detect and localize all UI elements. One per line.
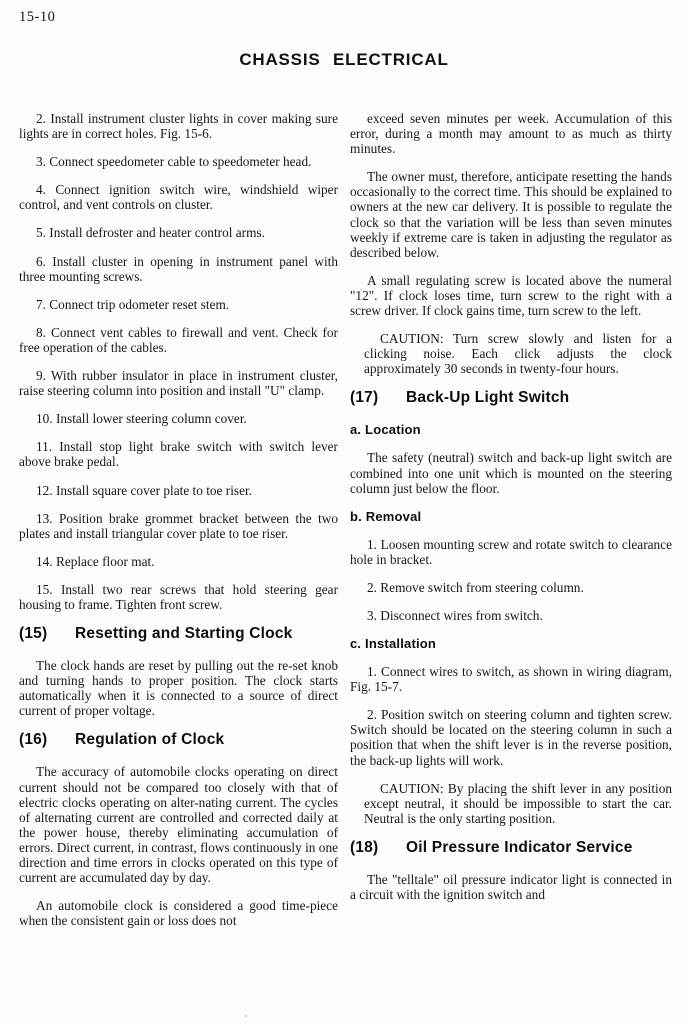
body-paragraph: The accuracy of automobile clocks operating on direct current should not be compared too closely with that of electric clocks operating on alter-nating current. The cycles of alternating current are controlled and corrected daily at the power house, thereby eliminating accumulation of errors. Direct current, in contrast, flows continuously in one direction and time errors in clocks operated on this type of current are accumulated day by day. [19,764,338,886]
caution-note: CAUTION: Turn screw slowly and listen for a clicking noise. Each click adjusts the clock approximately 30 seconds in twenty-four hours. [364,331,672,377]
procedure-step: 2. Install instrument cluster lights in cover making sure lights are in correct holes. Fig. 15-6. [19,111,338,142]
section-heading-15 [19,625,338,643]
page-number: 15-10 [19,9,56,25]
procedure-step: 3. Disconnect wires from switch. [367,607,543,623]
left-column [19,111,338,941]
section-number: (17) [350,389,379,407]
section-title: Oil Pressure Indicator Service [406,838,633,856]
right-column [350,111,672,915]
procedure-step: 9. With rubber insulator in place in instrument cluster, raise steering column into position and install "U" clamp. [19,368,338,399]
section-heading-16 [19,731,338,749]
procedure-step: 8. Connect vent cables to firewall and vent. Check for free operation of the cables. [19,324,338,355]
subsection-b-removal: b. Removal [350,508,422,524]
procedure-step: 3. Connect speedometer cable to speedometer head. [36,154,312,170]
section-title: Resetting and Starting Clock [75,625,293,643]
procedure-step: 4. Connect ignition switch wire, windshield wiper control, and vent controls on cluster. [19,182,338,213]
body-paragraph: exceed seven minutes per week. Accumulation of this error, during a month may amount to as much as thirty minutes. [350,111,672,157]
procedure-step: 13. Position brake grommet bracket between the two plates and install triangular cover plate to toe riser. [19,510,338,541]
section-number: (15) [19,625,48,643]
subsection-a-location: a. Location [350,422,421,438]
procedure-step: 2. Position switch on steering column and tighten screw. Switch should be located on the steering column in such a position that when the shift lever is in the reverse position, the back-up lights will work. [350,707,672,768]
section-title: Regulation of Clock [75,731,225,749]
page-title: CHASSIS ELECTRICAL [239,50,449,69]
body-paragraph: The owner must, therefore, anticipate resetting the hands occasionally to the correct time. This should be explained to owners at the new car delivery. It is possible to regulate the clock so that the variation will be less than seven minutes weekly if extreme care is taken in adjusting the regulator as described below. [350,169,672,260]
body-paragraph: The clock hands are reset by pulling out the re-set knob and turning hands to proper position. The clock starts automatically when it is connected to a source of direct current of proper voltage. [19,658,338,719]
subsection-c-installation: c. Installation [350,636,437,652]
procedure-step: 7. Connect trip odometer reset stem. [36,296,230,312]
section-title: Back-Up Light Switch [406,389,570,407]
section-number: (16) [19,731,48,749]
procedure-step: 15. Install two rear screws that hold steering gear housing to frame. Tighten front screw. [19,581,338,612]
section-number: (18) [350,838,379,856]
section-heading-18 [350,839,672,857]
body-paragraph: An automobile clock is considered a good time-piece when the consistent gain or loss does not [19,898,338,929]
body-paragraph: The safety (neutral) switch and back-up light switch are combined into one unit which is mounted on the steering column just below the floor. [350,450,672,496]
scan-artifact-dot [245,1015,247,1017]
body-paragraph: The "telltale" oil pressure indicator light is connected in a circuit with the ignition switch and [350,871,672,902]
procedure-step: 2. Remove switch from steering column. [367,579,584,595]
section-heading-17 [350,389,672,407]
procedure-step: 5. Install defroster and heater control arms. [36,225,265,241]
procedure-step: 11. Install stop light brake switch with switch lever above brake pedal. [19,439,338,470]
procedure-step: 1. Loosen mounting screw and rotate switch to clearance hole in bracket. [350,536,672,567]
procedure-step: 12. Install square cover plate to toe riser. [36,482,253,498]
procedure-step: 6. Install cluster in opening in instrument panel with three mounting screws. [19,253,338,284]
procedure-step: 14. Replace floor mat. [36,553,155,569]
body-paragraph: A small regulating screw is located above the numeral "12". If clock loses time, turn screw to the right with a screw driver. If clock gains time, turn screw to the left. [350,272,672,319]
procedure-step: 10. Install lower steering column cover. [36,411,247,427]
caution-note: CAUTION: By placing the shift lever in any position except neutral, it should be impossible to start the car. Neutral is the only starting position. [364,780,672,826]
procedure-step: 1. Connect wires to switch, as shown in wiring diagram, Fig. 15-7. [350,664,672,695]
